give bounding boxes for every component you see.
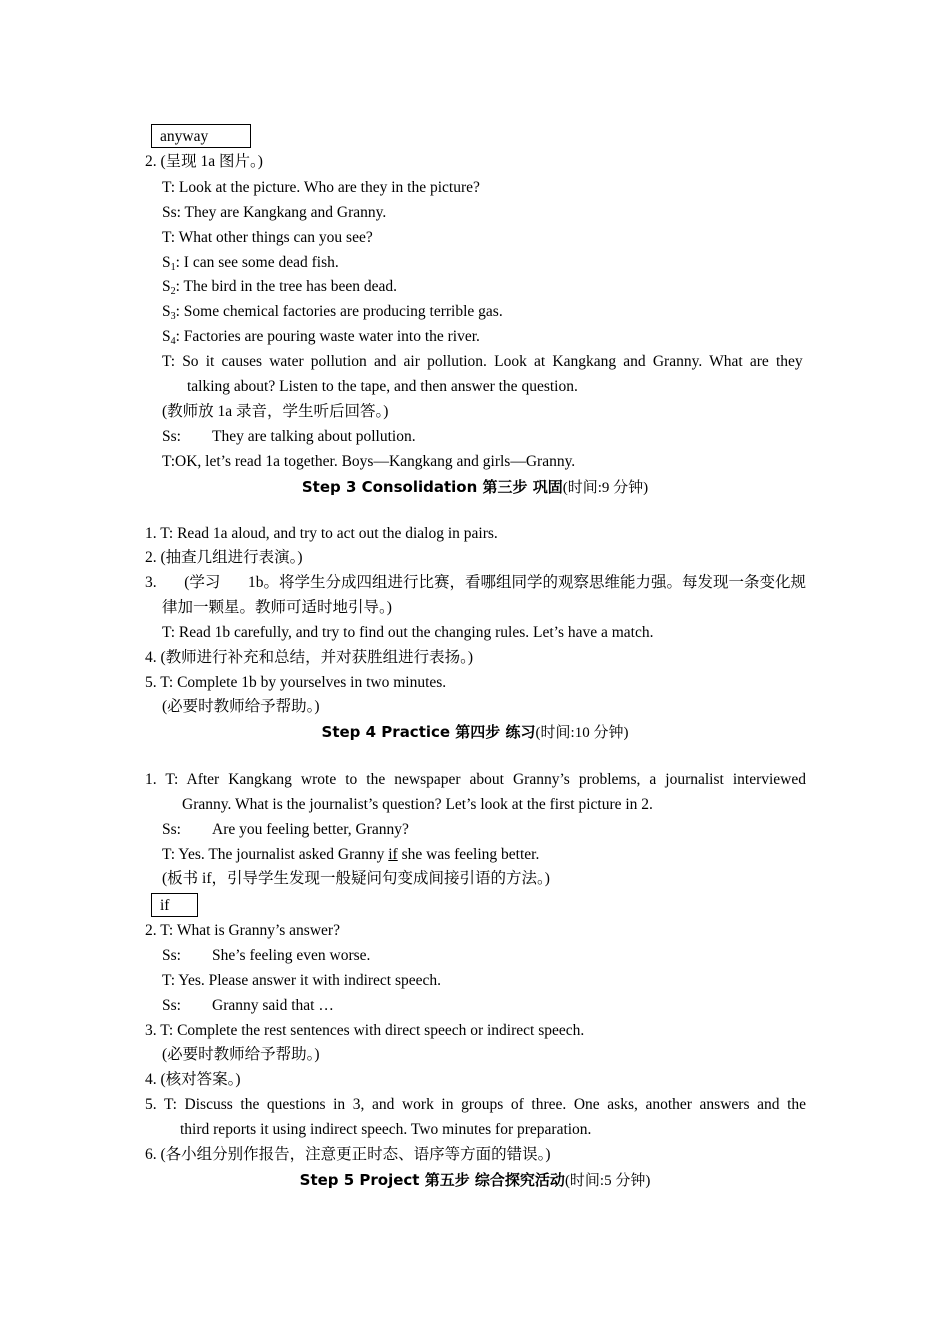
teacher-note: (板书 if，引导学生发现一般疑问句变成间接引语的方法。) [162, 870, 550, 887]
dialog-line: T: Yes. The journalist asked Granny if she was feeling better. [162, 846, 540, 863]
dialog-line-continued: talking about? Listen to the tape, and then answer the question. [187, 378, 578, 395]
list-item: 4. (核对答案。) [145, 1071, 241, 1088]
item-2-present-1a: 2. (呈现 1a 图片。) [145, 153, 263, 170]
list-item: 3. T: Complete the rest sentences with direct speech or indirect speech. [145, 1022, 585, 1039]
dialog-line: $S_1$: I can see some dead fish. [162, 254, 339, 273]
list-item: 3. (学习 1b。将学生分成四组进行比赛，看哪组同学的观察思维能力强。每发现一条变化规 [145, 574, 806, 591]
blackboard-word-anyway: anyway [151, 124, 251, 148]
dialog-line: Ss: They are Kangkang and Granny. [162, 204, 387, 221]
underlined-if: if [388, 846, 398, 863]
list-item: 2. (抽查几组进行表演。) [145, 549, 303, 566]
teacher-note: (教师放 1a 录音，学生听后回答。) [162, 403, 389, 420]
list-item: 6. (各小组分别作报告，注意更正时态、语序等方面的错误。) [145, 1146, 551, 1163]
step4-heading: Step 4 Practice 第四步 练习(时间:10 分钟) [321, 723, 629, 741]
list-item: 5. T: Discuss the questions in 3, and work in groups of three. One asks, another answers and the [145, 1096, 806, 1113]
teacher-note: (必要时教师给予帮助。) [162, 698, 320, 715]
dialog-line: $S_4$: Factories are pouring waste water into the river. [162, 328, 480, 347]
dialog-line: Ss: Granny said that … [162, 997, 334, 1014]
dialog-line: Ss: She’s feeling even worse. [162, 947, 371, 964]
step3-heading: Step 3 Consolidation 第三步 巩固(时间:9 分钟) [301, 478, 649, 496]
list-item: 5. T: Complete 1b by yourselves in two minutes. [145, 674, 447, 691]
dialog-line: $S_3$: Some chemical factories are producing terrible gas. [162, 303, 503, 322]
dialog-line: T: So it causes water pollution and air pollution. Look at Kangkang and Granny. What are they [162, 353, 803, 370]
dialog-line: T: Yes. Please answer it with indirect speech. [162, 972, 442, 989]
list-item-continued: third reports it using indirect speech. Two minutes for preparation. [180, 1121, 592, 1138]
list-item-continued: Granny. What is the journalist’s question? Let’s look at the first picture in 2. [182, 796, 653, 813]
list-item: 4. (教师进行补充和总结，并对获胜组进行表扬。) [145, 649, 474, 666]
dialog-line: T: What other things can you see? [162, 229, 373, 246]
dialog-line: T: Read 1b carefully, and try to find out the changing rules. Let’s have a match. [162, 624, 654, 641]
dialog-line: T: Look at the picture. Who are they in the picture? [162, 179, 480, 196]
step5-heading: Step 5 Project 第五步 综合探究活动(时间:5 分钟) [299, 1171, 651, 1189]
list-item: 2. T: What is Granny’s answer? [145, 922, 340, 939]
dialog-line: Ss: They are talking about pollution. [162, 428, 416, 445]
dialog-line: Ss: Are you feeling better, Granny? [162, 821, 409, 838]
dialog-line: $S_2$: The bird in the tree has been dead. [162, 278, 397, 297]
teacher-note: (必要时教师给予帮助。) [162, 1046, 320, 1063]
blackboard-word-if: if [151, 893, 198, 917]
list-item-continued: 律加一颗星。教师可适时地引导。) [162, 599, 392, 616]
list-item: 1. T: Read 1a aloud, and try to act out the dialog in pairs. [145, 525, 498, 542]
dialog-line: T:OK, let’s read 1a together. Boys—Kangkang and girls—Granny. [162, 453, 576, 470]
list-item: 1. T: After Kangkang wrote to the newspaper about Granny’s problems, a journalist interviewed [145, 771, 806, 788]
